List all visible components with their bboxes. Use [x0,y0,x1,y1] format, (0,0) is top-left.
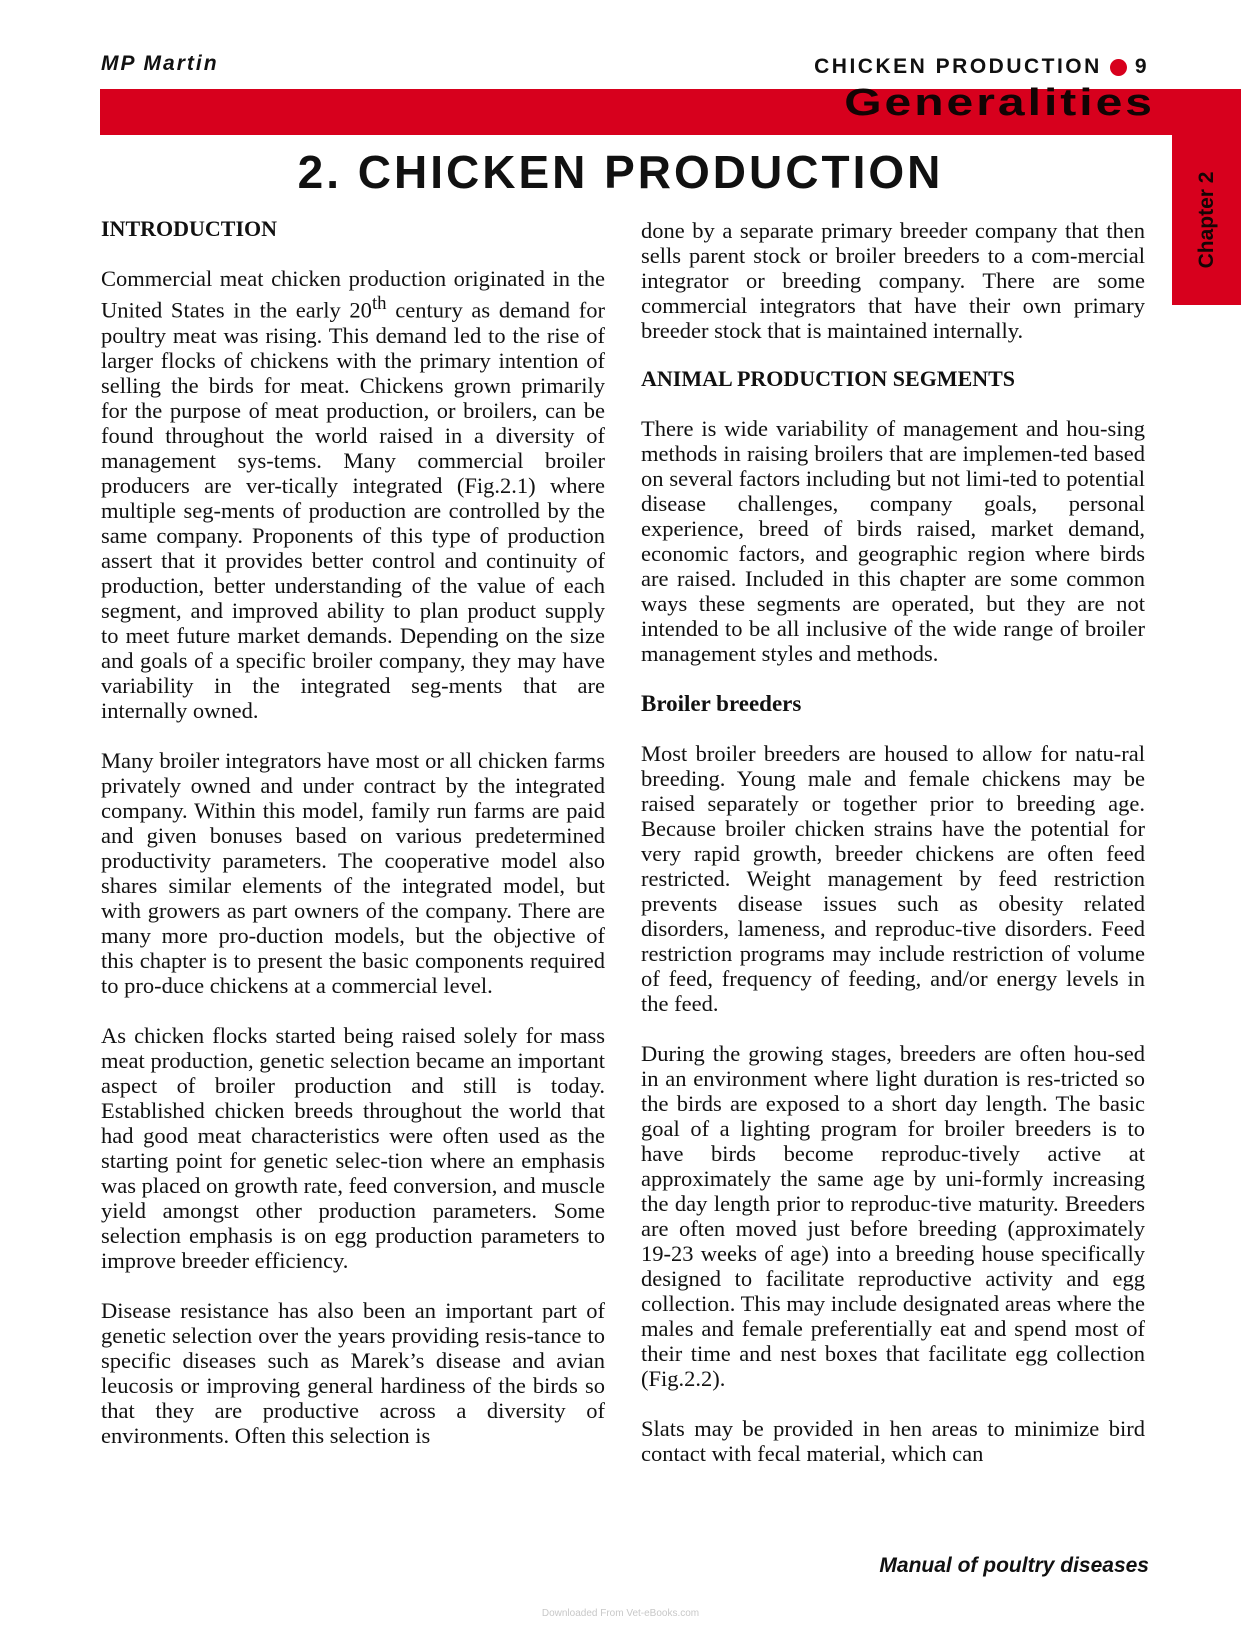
paragraph: Slats may be provided in hen areas to minimize bird contact with fecal material, which can [641,1416,1145,1466]
paragraph: There is wide variability of management and hou-sing methods in raising broilers that are implemen-ted based on several factors including but not limi-ted to potential disease challenges, company goals, personal experience, breed of birds raised, market demand, economic factors, and geographic region where birds are raised. Included in this chapter are some common ways these segments are operated, but they are not intended to be all inclusive of the wide range of broiler management styles and methods. [641,416,1145,666]
footer-book-title: Manual of poultry diseases [879,1554,1149,1577]
heading-animal-production-segments: ANIMAL PRODUCTION SEGMENTS [641,366,1016,391]
superscript: th [371,293,387,314]
left-column [101,216,605,1473]
right-column [641,218,1145,1491]
heading-introduction: INTRODUCTION [101,216,278,241]
section-title: Generalities [844,81,1155,124]
paragraph: Disease resistance has also been an important part of genetic selection over the years providing resis-tance to specific diseases such as Marek’s disease and avian leucosis or improving general hardiness of the birds so that they are productive across a diversity of environments. Often this selection is [101,1297,605,1448]
paragraph: Many broiler integrators have most or all chicken farms privately owned and under contract by the integrated company. Within this model, family run farms are paid and given bonuses based on various predetermined productivity parameters. The cooperative model also shares similar elements of the integrated model, but with growers as part owners of the company. There are many more pro-duction models, but the objective of this chapter is to present the basic components required to pro-duce chickens at a commercial level. [101,747,605,998]
paragraph: During the growing stages, breeders are often hou-sed in an environment where light duration is res-tricted so the birds are exposed to a short day length. The basic goal of a lighting program for broiler breeders is to have birds become reproduc-tively active at approximately the same age by uni-formly increasing the day length prior to reproduc-tive maturity. Breeders are often moved just before breeding (approximately 19-23 weeks of age) into a breeding house specifically designed to facilitate reproductive activity and egg collection. This may include designated areas where the males and female preferentially eat and spend most of their time and nest boxes that facilitate egg collection (Fig.2.2). [641,1041,1145,1391]
author-name: MP Martin [101,52,219,75]
heading-broiler-breeders: Broiler breeders [641,691,802,716]
page-number: 9 [1134,55,1149,78]
download-note: Downloaded From Vet-eBooks.com [541,1608,700,1619]
chapter-tab-label: Chapter 2 [1194,171,1218,269]
chapter-title: 2. CHICKEN PRODUCTION [297,146,944,198]
paragraph-text: Commercial meat chicken production originated in the United States in the early 20 [101,266,605,323]
paragraph-text: century as demand for poultry meat was rising. This demand led to the rise of larger flocks of chickens with the primary intention of selling the birds for meat. Chickens grown primarily for the purpose of meat production, or broilers, can be found throughout the world raised in a diversity of management sys-tems. Many commercial broiler producers are ver-tically integrated (Fig.2.1) where multiple seg-ments of production are controlled by the same company. Proponents of this type of production assert that it provides better control and continuity of production, better understanding of the value of each segment, and improved ability to plan product supply to meet future market demands. Depending on the size and goals of a specific broiler company, they may have variability in the integrated seg-ments that are internally owned. [101,297,605,723]
paragraph: As chicken flocks started being raised solely for mass meat production, genetic selection became an important aspect of broiler production and still is today. Established chicken breeds throughout the world that had good meat characteristics were often used as the starting point for genetic selec-tion where an emphasis was placed on growth rate, feed conversion, and muscle yield amongst other production parameters. Some selection emphasis is on egg production parameters to improve breeder efficiency. [101,1022,605,1273]
running-head [814,55,1149,79]
paragraph: done by a separate primary breeder company that then sells parent stock or broiler breeders to a com-mercial integrator or breeding company. There are some commercial integrators that have their own primary breeder stock that is maintained internally. [641,218,1145,343]
bullet-dot-icon [1110,59,1127,76]
running-title: CHICKEN PRODUCTION [814,55,1102,78]
paragraph: Most broiler breeders are housed to allow for natu-ral breeding. Young male and female chickens may be raised separately or together prior to breeding age. Because broiler chicken strains have the potential for very rapid growth, breeder chickens are often feed restricted. Weight management by feed restriction prevents disease issues such as obesity related disorders, lameness, and reproduc-tive disorders. Feed restriction programs may include restriction of volume of feed, frequency of feeding, and/or energy levels in the feed. [641,741,1145,1016]
paragraph [101,266,605,723]
